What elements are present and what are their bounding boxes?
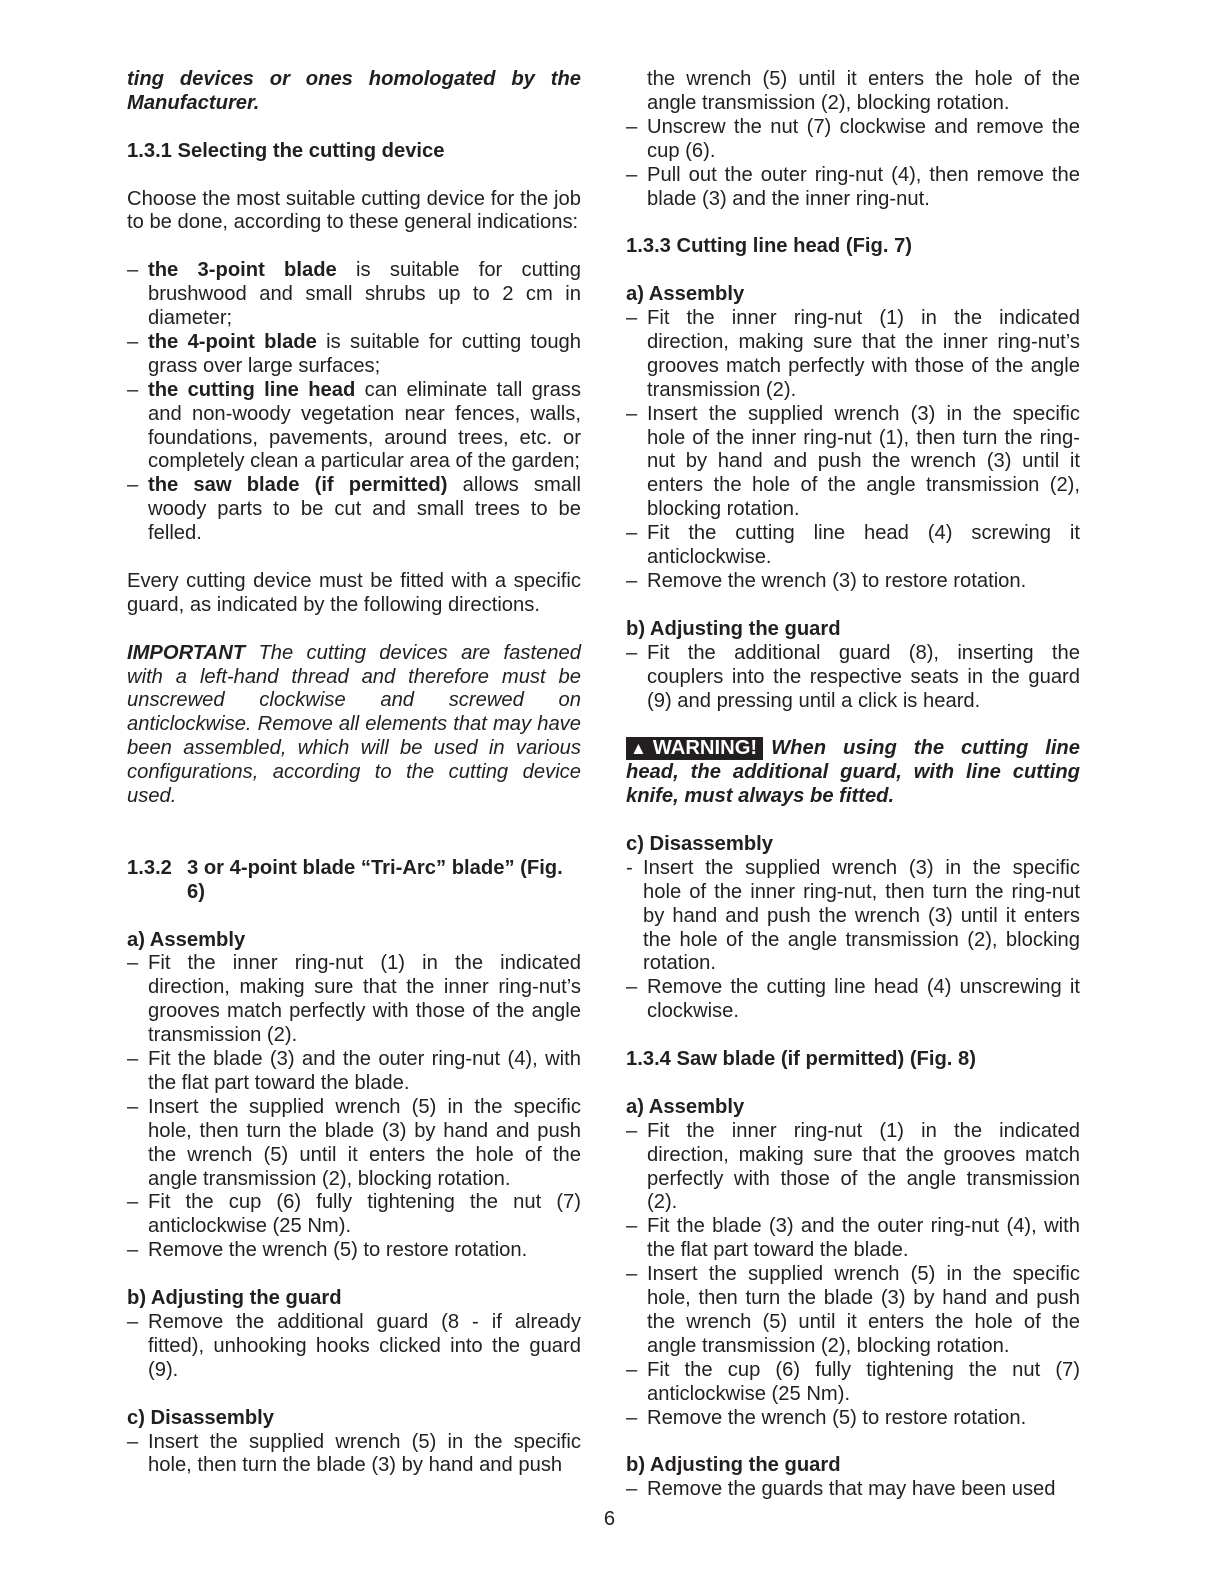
assembly-list bbox=[626, 1120, 1080, 1431]
list-dash: – bbox=[626, 1406, 638, 1429]
disassembly-list bbox=[127, 1431, 581, 1479]
list-item-text: Insert the supplied wrench (5) in the specific hole, then turn the blade (3) by hand and push bbox=[148, 1430, 581, 1477]
list-item bbox=[626, 116, 1080, 164]
list-item-text: Fit the cup (6) fully tightening the nut (7) anticlockwise (25 Nm). bbox=[647, 1358, 1080, 1405]
list-dash: - bbox=[626, 856, 633, 879]
list-item-text: Fit the cup (6) fully tightening the nut (7) anticlockwise (25 Nm). bbox=[148, 1191, 581, 1238]
list-dash: – bbox=[626, 1119, 638, 1142]
list-item bbox=[626, 976, 1080, 1024]
list-dash: – bbox=[626, 115, 638, 138]
left-column bbox=[127, 68, 581, 1478]
list-item-text: is suitable for cutting brushwood and small shrubs up to 2 cm in diameter; bbox=[148, 259, 582, 330]
list-dash: – bbox=[127, 1048, 139, 1071]
list-dash: – bbox=[626, 307, 638, 330]
list-item-text: allows small woody parts to be cut and small trees to be felled. bbox=[148, 474, 581, 545]
warning-label: WARNING! bbox=[652, 737, 758, 760]
list-item bbox=[127, 1191, 581, 1239]
list-item bbox=[127, 331, 581, 379]
list-item bbox=[127, 1311, 581, 1383]
list-dash: – bbox=[127, 1191, 139, 1214]
list-item-text: Remove the additional guard (8 - if already fitted), unhooking hooks clicked into the guard (9). bbox=[148, 1311, 581, 1381]
list-item bbox=[626, 1120, 1080, 1216]
list-item bbox=[127, 1239, 581, 1263]
list-item-text: the wrench (5) until it enters the hole of the angle transmission (2), blocking rotation. bbox=[647, 68, 1080, 114]
list-item-bold: the 4-point blade bbox=[148, 330, 317, 353]
cutting-device-list bbox=[127, 259, 581, 546]
list-dash: – bbox=[626, 1478, 638, 1501]
list-dash: – bbox=[626, 976, 638, 999]
list-item bbox=[127, 379, 581, 475]
list-dash: – bbox=[127, 378, 139, 401]
list-item-text: Remove the guards that may have been used bbox=[647, 1478, 1056, 1501]
list-item bbox=[626, 1263, 1080, 1359]
list-item bbox=[127, 259, 581, 331]
list-item bbox=[626, 642, 1080, 714]
list-dash: – bbox=[626, 1358, 638, 1381]
list-item bbox=[626, 857, 1080, 977]
warning-triangle-icon: ▲ bbox=[630, 739, 647, 759]
section-1-3-3-title: 1.3.3 Cutting line head (Fig. 7) bbox=[626, 235, 913, 258]
list-dash: – bbox=[626, 570, 638, 592]
section-1-3-2-heading: 3 or 4-point blade “Tri-Arc” blade” (Fig. 6) bbox=[187, 856, 563, 903]
list-item-text: Pull out the outer ring-nut (4), then remove the blade (3) and the inner ring-nut. bbox=[647, 163, 1080, 210]
list-item-text: Insert the supplied wrench (3) in the specific hole of the inner ring-nut, then turn the ring-nut by hand and push the wrench (3) until it enters the hole of the angle transmission (2), blocking rotation. bbox=[643, 856, 1080, 975]
important-text: The cutting devices are fastened with a left-hand thread and therefore must be unscrewed clockwise and screwed on anticlockwise. Remove all elements that may have been assembled, which will be used in various configurations, according to the cutting device used. bbox=[127, 641, 581, 808]
list-dash: – bbox=[127, 474, 139, 497]
list-dash: – bbox=[127, 1311, 139, 1333]
list-item-text: Fit the inner ring-nut (1) in the indicated direction, making sure that the inner ring-nut’s grooves match perfectly with those of the angle transmission (2). bbox=[148, 952, 581, 1047]
disassembly-heading: c) Disassembly bbox=[626, 832, 774, 855]
list-item-text: Fit the blade (3) and the outer ring-nut (4), with the flat part toward the blade. bbox=[647, 1215, 1080, 1262]
list-item bbox=[127, 1096, 581, 1192]
assembly-heading: a) Assembly bbox=[626, 1095, 745, 1118]
list-item bbox=[626, 1215, 1080, 1263]
list-item-text: can eliminate tall grass and non-woody vegetation near fences, walls, foundations, pavements, around trees, etc. or completely clean a particular area of the garden; bbox=[148, 378, 581, 473]
list-item-bold: the cutting line head bbox=[148, 378, 356, 401]
adjusting-guard-list bbox=[626, 642, 1080, 714]
list-item bbox=[626, 1359, 1080, 1407]
list-item-text: Remove the wrench (3) to restore rotation. bbox=[647, 570, 1027, 592]
list-item-text: Remove the wrench (5) to restore rotation. bbox=[647, 1406, 1027, 1429]
list-item bbox=[127, 1431, 581, 1479]
adjusting-guard-heading: b) Adjusting the guard bbox=[127, 1287, 342, 1310]
list-dash: – bbox=[127, 1430, 139, 1453]
list-item-text: Fit the inner ring-nut (1) in the indicated direction, making sure that the inner ring-nut’s grooves match perfectly with those of the angle transmission (2). bbox=[647, 307, 1080, 401]
section-1-3-1-para: Choose the most suitable cutting device for the job to be done, according to these general indications: bbox=[127, 187, 581, 234]
list-item-text: Fit the inner ring-nut (1) in the indicated direction, making sure that the grooves match perfectly with those of the angle transmission (2). bbox=[647, 1119, 1080, 1214]
list-dash: – bbox=[127, 1239, 139, 1262]
list-dash: – bbox=[127, 330, 139, 353]
list-dash: – bbox=[626, 1215, 638, 1238]
adjusting-guard-heading: b) Adjusting the guard bbox=[626, 1454, 841, 1477]
list-item bbox=[626, 1407, 1080, 1431]
section-1-3-1-title: 1.3.1 Selecting the cutting device bbox=[127, 139, 445, 162]
list-item bbox=[127, 1048, 581, 1096]
continued-list bbox=[626, 68, 1080, 211]
list-item bbox=[626, 570, 1080, 594]
important-label: IMPORTANT bbox=[127, 641, 246, 664]
list-item bbox=[127, 474, 581, 546]
assembly-heading: a) Assembly bbox=[127, 928, 246, 951]
page-number: 6 bbox=[603, 1508, 616, 1530]
section-1-3-4-title: 1.3.4 Saw blade (if permitted) (Fig. 8) bbox=[626, 1048, 976, 1071]
warning-note bbox=[626, 737, 1080, 809]
list-item-text: Insert the supplied wrench (5) in the specific hole, then turn the blade (3) by hand and push the wrench (5) until it enters the hole of the angle transmission (2), blocking rotation. bbox=[148, 1095, 581, 1190]
section-1-3-2-title bbox=[127, 857, 581, 905]
list-dash: – bbox=[127, 952, 139, 975]
list-item bbox=[626, 403, 1080, 523]
list-item-text: Fit the cutting line head (4) screwing it anticlockwise. bbox=[647, 522, 1080, 569]
list-dash: – bbox=[127, 259, 139, 282]
list-item bbox=[626, 522, 1080, 570]
list-item-text: Fit the blade (3) and the outer ring-nut (4), with the flat part toward the blade. bbox=[148, 1048, 581, 1094]
warning-badge bbox=[626, 737, 763, 760]
list-dash: – bbox=[626, 1263, 638, 1286]
section-1-3-2-number: 1.3.2 bbox=[127, 856, 172, 879]
warning-text: When using the cutting line head, the additional guard, with line cutting knife, must always be fitted. bbox=[626, 737, 1080, 808]
list-dash: – bbox=[626, 641, 638, 664]
adjusting-guard-list bbox=[626, 1478, 1080, 1502]
list-dash: – bbox=[626, 163, 638, 186]
intro-text: ting devices or ones homologated by the Manufacturer. bbox=[127, 68, 581, 114]
list-item-text: is suitable for cutting tough grass over large surfaces; bbox=[148, 330, 582, 377]
list-item bbox=[626, 307, 1080, 403]
list-item bbox=[626, 164, 1080, 212]
list-item-bold: the saw blade (if permitted) bbox=[148, 474, 448, 497]
list-item bbox=[626, 68, 1080, 116]
list-item-text: Remove the wrench (5) to restore rotation. bbox=[148, 1239, 528, 1262]
list-item bbox=[626, 1478, 1080, 1502]
guard-note: Every cutting device must be fitted with a specific guard, as indicated by the following directions. bbox=[127, 569, 581, 616]
list-item-text: Insert the supplied wrench (3) in the specific hole of the inner ring-nut (1), then turn the ring-nut by hand and push the wrench (3) until it enters the hole of the angle transmission (2), blocking rotation. bbox=[647, 402, 1080, 521]
list-item bbox=[127, 952, 581, 1048]
list-item-text: Fit the additional guard (8), inserting the couplers into the respective seats in the guard (9) and pressing until a click is heard. bbox=[647, 641, 1080, 712]
adjusting-guard-list bbox=[127, 1311, 581, 1383]
assembly-list bbox=[626, 307, 1080, 594]
list-item-text: Remove the cutting line head (4) unscrewing it clockwise. bbox=[647, 976, 1080, 1023]
list-dash: – bbox=[127, 1095, 139, 1118]
assembly-list bbox=[127, 952, 581, 1263]
list-dash: – bbox=[626, 402, 638, 425]
list-dash: – bbox=[626, 522, 638, 545]
disassembly-list bbox=[626, 857, 1080, 1024]
important-note bbox=[127, 642, 581, 809]
assembly-heading: a) Assembly bbox=[626, 283, 745, 306]
list-item-text: Insert the supplied wrench (5) in the specific hole, then turn the blade (3) by hand and push the wrench (5) until it enters the hole of the angle transmission (2), blocking rotation. bbox=[647, 1263, 1080, 1357]
right-column bbox=[626, 68, 1080, 1502]
list-item-bold: the 3-point blade bbox=[148, 259, 337, 282]
list-item-text: Unscrew the nut (7) clockwise and remove the cup (6). bbox=[647, 115, 1080, 162]
adjusting-guard-heading: b) Adjusting the guard bbox=[626, 617, 841, 640]
disassembly-heading: c) Disassembly bbox=[127, 1406, 275, 1429]
